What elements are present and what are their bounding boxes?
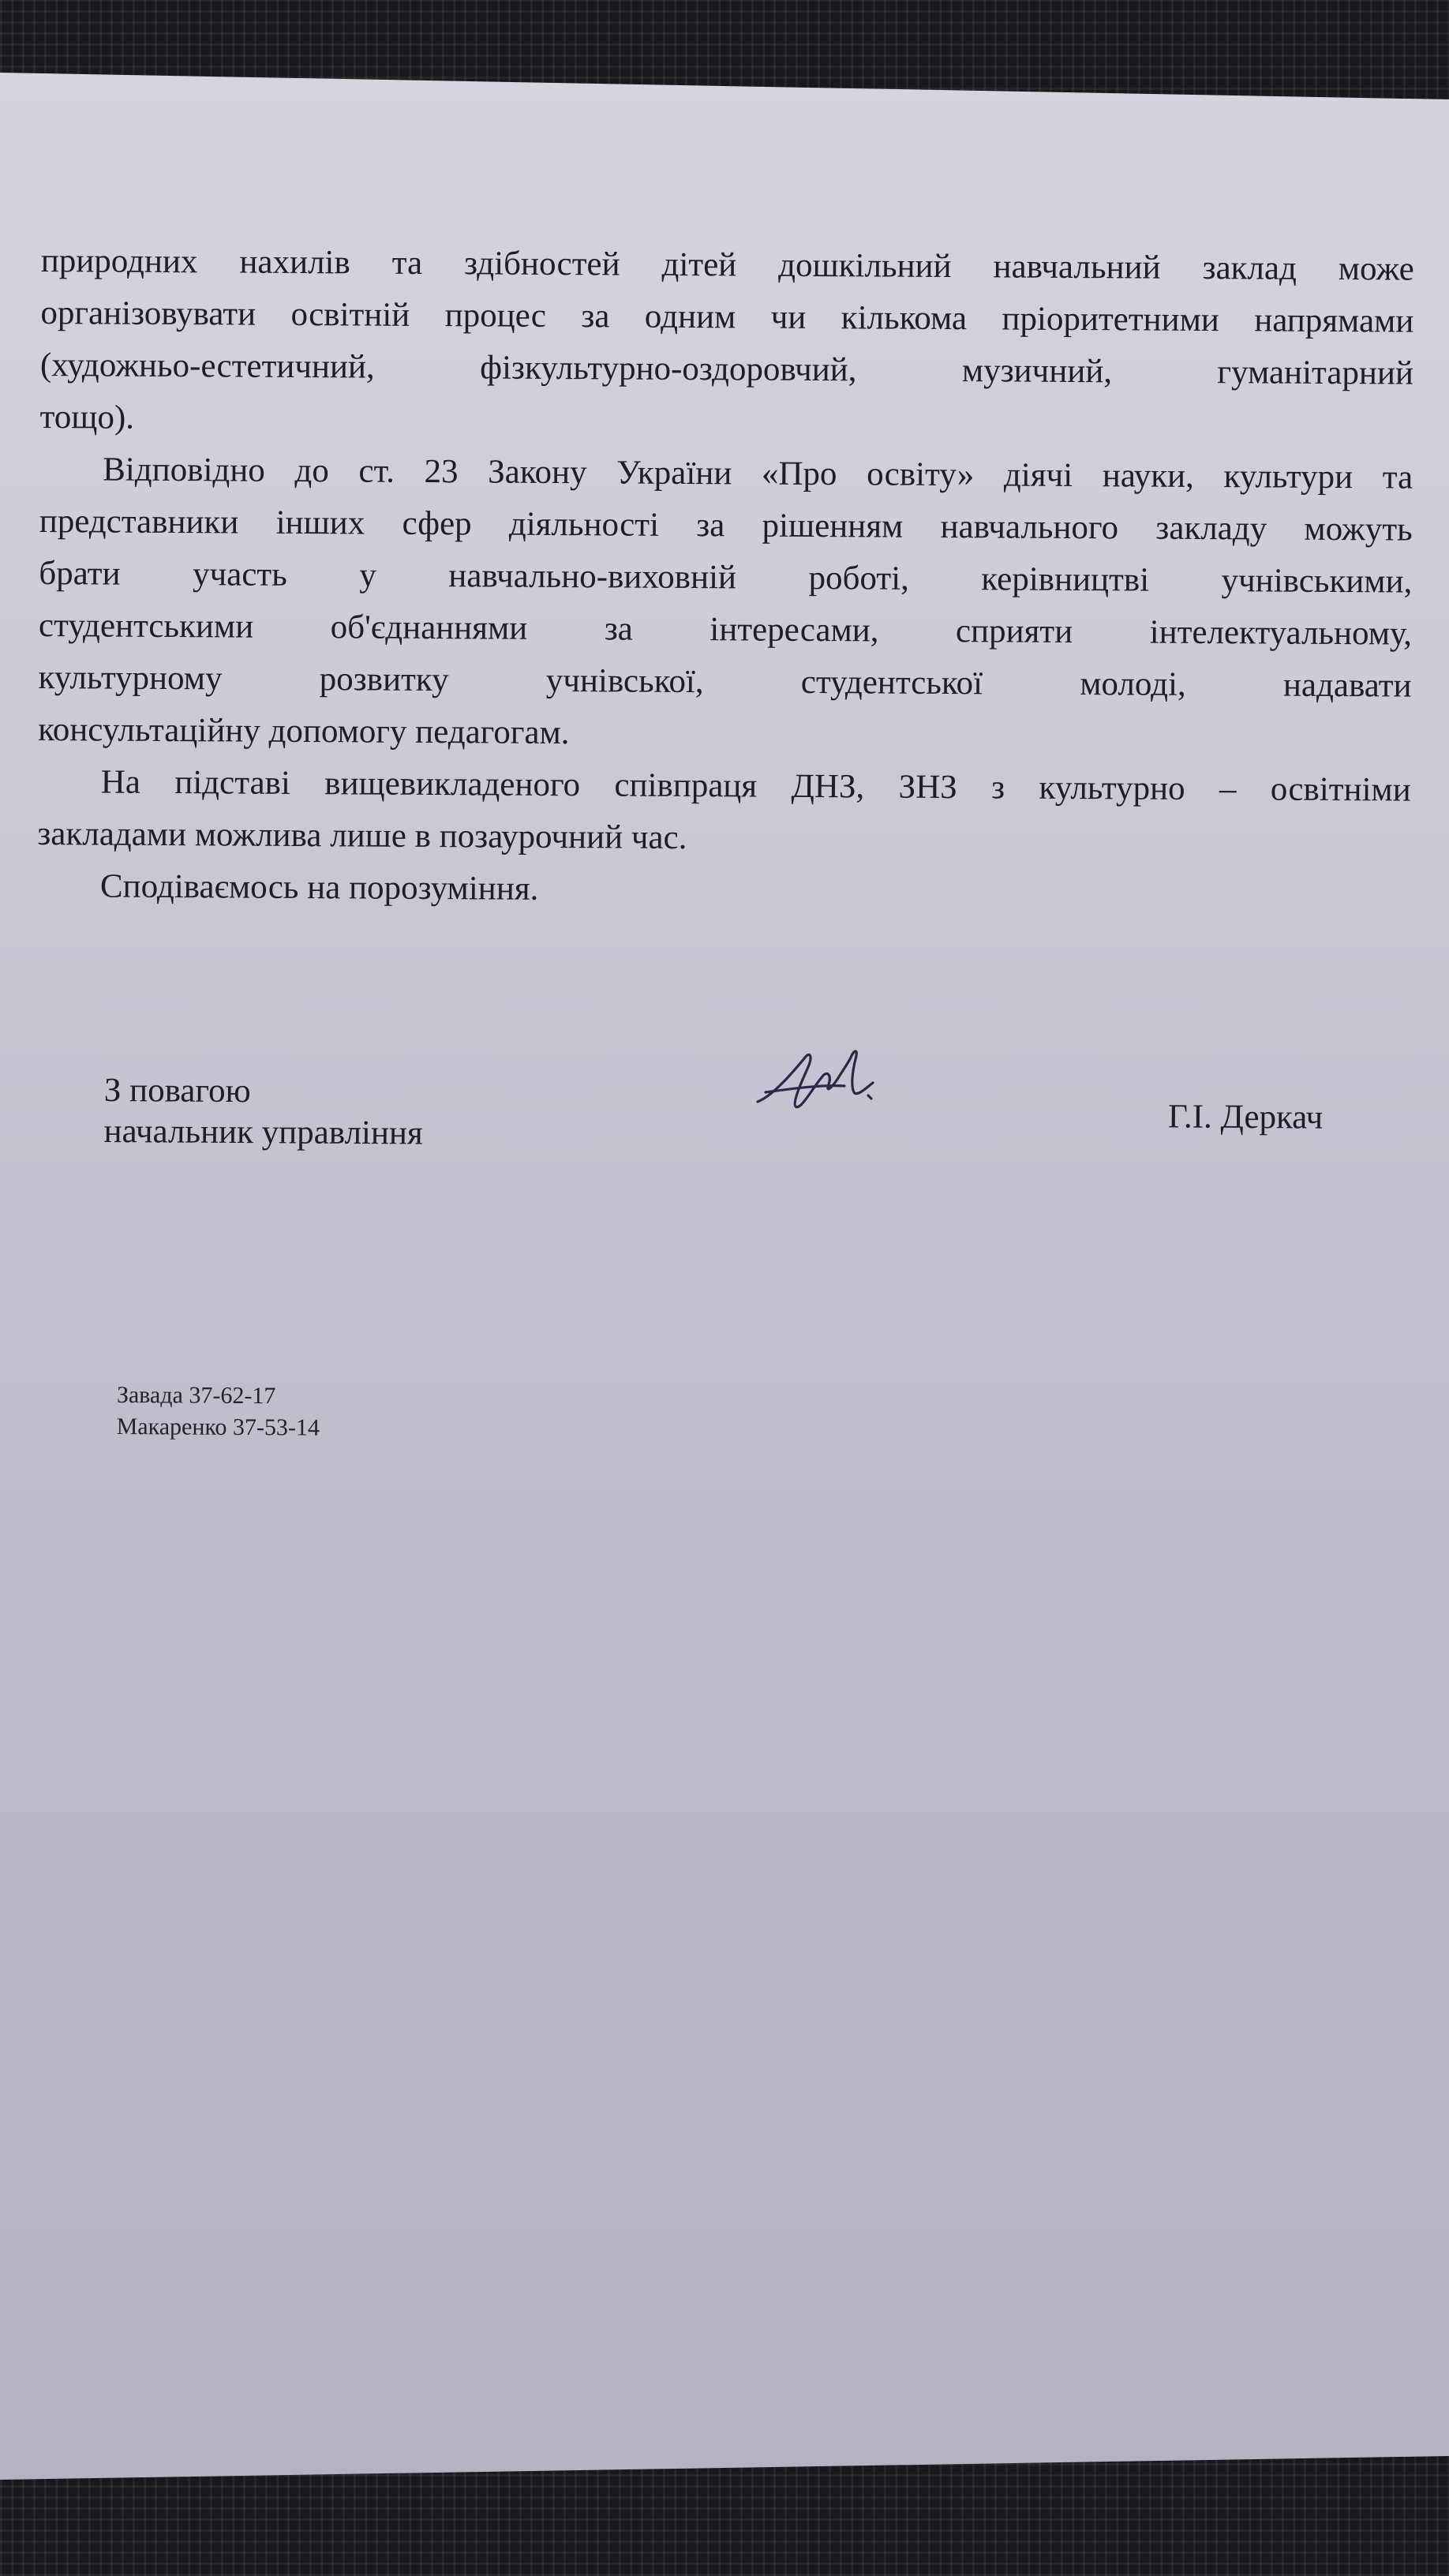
closing-block — [103, 1070, 423, 1154]
contact-line: Завада 37-62-17 — [116, 1382, 276, 1410]
text-line: культурному розвитку учнівської, студентської молоді, надавати — [38, 658, 1412, 705]
paragraph-1 — [39, 235, 1414, 452]
text-line: (художньо-естетичний, фізкультурно-оздоровчий, музичний, гуманітарний — [39, 346, 1414, 392]
text-line: брати участь у навчально-виховній роботі, керівництві учнівськими, — [39, 554, 1413, 601]
closing-salutation: З повагою — [103, 1072, 251, 1110]
paragraph-4 — [37, 860, 1410, 921]
contact-line: Макаренко 37-53-14 — [116, 1413, 320, 1441]
text-line: представники інших сфер діяльності за рішенням навчального закладу можуть — [39, 502, 1413, 549]
text-line: закладами можлива лише в позаурочний час. — [37, 814, 687, 857]
text-line: студентськими об'єднаннями за інтересами, сприяти інтелектуальному, — [38, 606, 1413, 653]
text-line: організовувати освітній процес за одним чи кількома пріоритетними напрямами — [40, 294, 1414, 340]
text-line: Сподіваємось на порозуміння. — [99, 867, 539, 908]
signer-name: Г.І. Деркач — [1167, 1098, 1324, 1136]
contacts-block — [117, 1380, 320, 1444]
text-line: консультаційну допомогу педагогам. — [38, 710, 570, 752]
closing-position: начальник управління — [103, 1112, 423, 1152]
signature-stroke — [758, 1051, 873, 1107]
text-line: природних нахилів та здібностей дітей дошкільний навчальний заклад може — [40, 242, 1414, 288]
handwritten-signature-icon — [750, 1040, 892, 1127]
paragraph-3 — [37, 756, 1411, 869]
paragraph-2 — [38, 444, 1413, 765]
text-line: тощо). — [39, 398, 135, 436]
letter-body — [37, 235, 1414, 921]
text-line: Відповідно до ст. 23 Закону України «Про освіту» діячі науки, культури та — [103, 451, 1413, 496]
text-line: На підставі вищевикладеного співпраця ДНЗ, ЗНЗ з культурно – освітніми — [100, 763, 1411, 809]
